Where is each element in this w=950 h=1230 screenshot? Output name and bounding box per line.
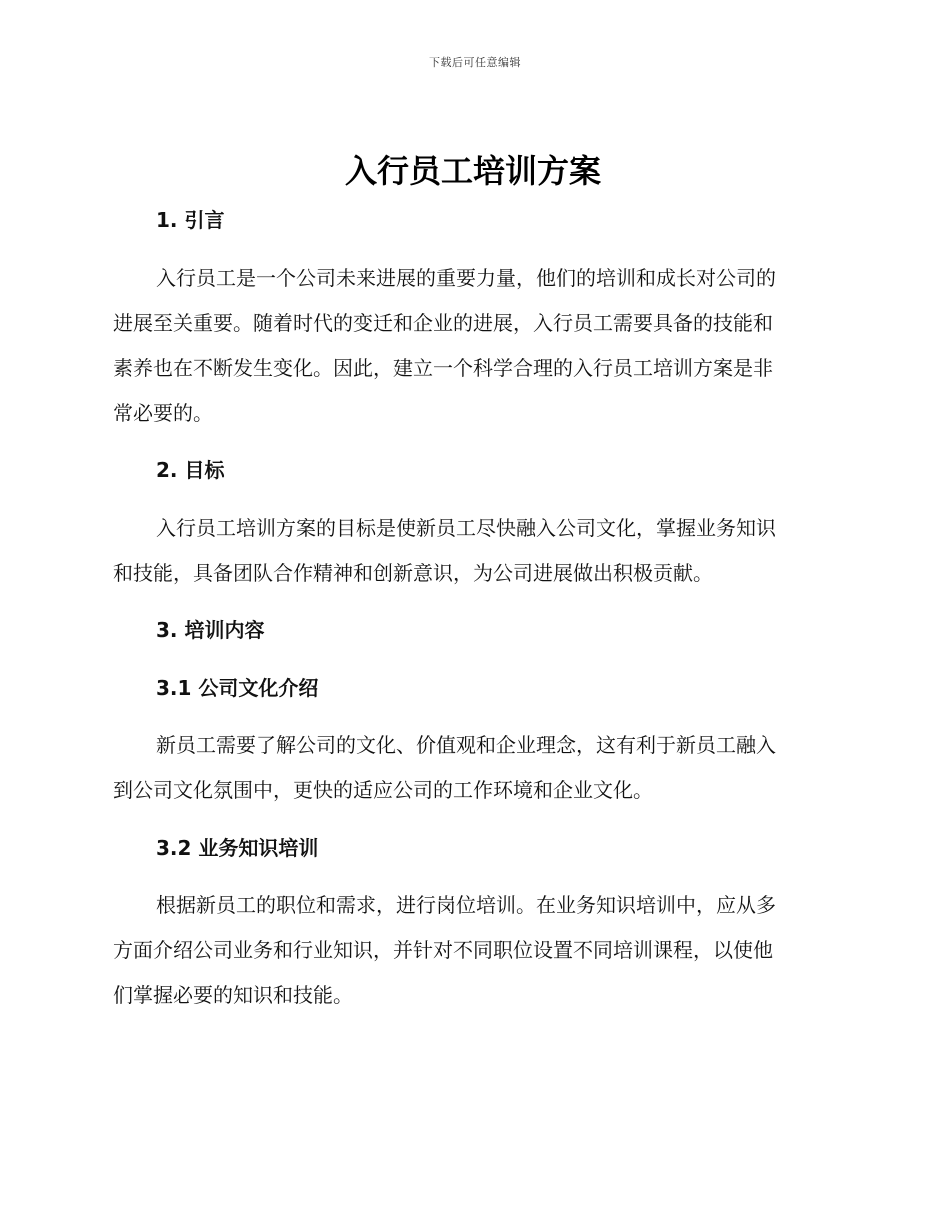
paragraph-line: 素养也在不断发生变化。因此，建立一个科学合理的入行员工培训方案是非 <box>113 356 773 380</box>
section-heading-business-training: 3.2 业务知识培训 <box>156 836 319 860</box>
paragraph-line: 新员工需要了解公司的文化、价值观和企业理念，这有利于新员工融入 <box>156 733 776 757</box>
paragraph-line: 常必要的。 <box>113 401 213 425</box>
document-title: 入行员工培训方案 <box>344 152 601 190</box>
paragraph-line: 根据新员工的职位和需求，进行岗位培训。在业务知识培训中，应从多 <box>156 893 776 917</box>
paragraph-line: 们掌握必要的知识和技能。 <box>113 983 353 1007</box>
paragraph-line: 进展至关重要。随着时代的变迁和企业的进展，入行员工需要具备的技能和 <box>113 311 773 335</box>
paragraph-line: 方面介绍公司业务和行业知识，并针对不同职位设置不同培训课程，以使他 <box>113 938 773 962</box>
section-heading-introduction: 1. 引言 <box>156 208 225 232</box>
page-header: 下载后可任意编辑 <box>429 56 521 69</box>
section-heading-goals: 2. 目标 <box>156 458 225 482</box>
paragraph-line: 入行员工培训方案的目标是使新员工尽快融入公司文化，掌握业务知识 <box>156 516 776 540</box>
paragraph-line: 到公司文化氛围中，更快的适应公司的工作环境和企业文化。 <box>113 778 653 802</box>
introduction-paragraph <box>113 256 833 436</box>
section-heading-training-content: 3. 培训内容 <box>156 618 265 642</box>
business-training-paragraph <box>113 883 833 1018</box>
section-heading-company-culture: 3.1 公司文化介绍 <box>156 676 319 700</box>
paragraph-line: 入行员工是一个公司未来进展的重要力量，他们的培训和成长对公司的 <box>156 266 776 290</box>
paragraph-line: 和技能，具备团队合作精神和创新意识，为公司进展做出积极贡献。 <box>113 561 713 585</box>
company-culture-paragraph <box>113 723 833 813</box>
goals-paragraph <box>113 506 833 596</box>
